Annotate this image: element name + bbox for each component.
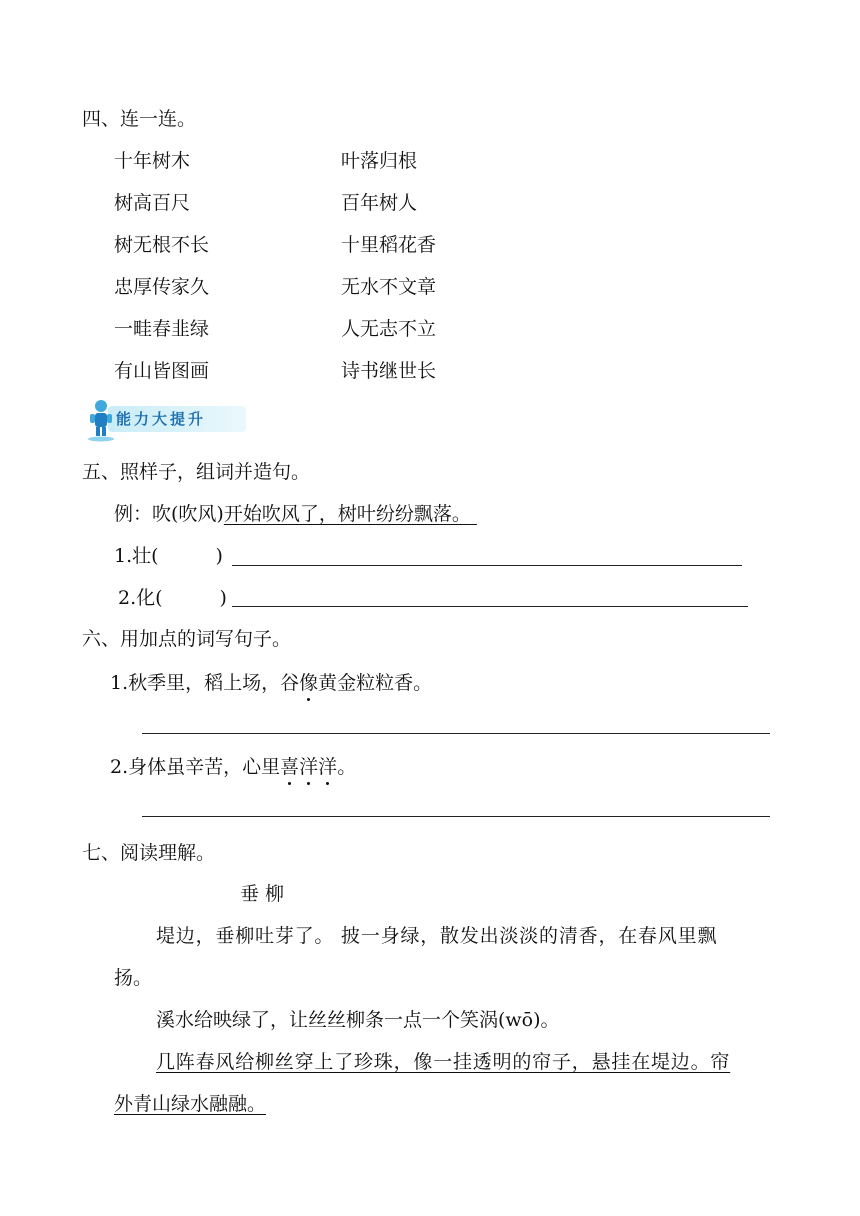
match-left-item: 忠厚传家久 — [114, 276, 210, 298]
section-6-title: 六、用加点的词写句子。 — [82, 628, 292, 650]
example-sentence: 开始吹风了，树叶纷纷飘落。 — [223, 503, 471, 525]
sentence-1-before: 1.秋季里，稻上场，谷 — [110, 672, 300, 694]
sentence-2-before: 2.身体虽辛苦，心里 — [110, 756, 281, 778]
answer-line-4[interactable] — [142, 816, 770, 817]
ability-badge — [84, 398, 250, 442]
match-right-item: 人无志不立 — [341, 318, 437, 340]
item-1-label: 1.壮( ) — [114, 545, 223, 567]
match-right-item: 叶落归根 — [341, 150, 418, 172]
match-right-item: 百年树人 — [341, 192, 418, 214]
answer-line-3[interactable] — [142, 733, 770, 734]
answer-line-1[interactable] — [232, 565, 742, 566]
sentence-2 — [110, 756, 356, 778]
example-underline-tail — [471, 503, 477, 525]
example-prefix: 例：吹(吹风) — [114, 503, 224, 525]
match-left-item: 有山皆图画 — [114, 360, 210, 382]
match-left-item: 树高百尺 — [114, 192, 191, 214]
poem-title: 垂 柳 — [240, 883, 285, 905]
dotted-word: 喜 — [280, 756, 300, 778]
paragraph-1-line-2: 扬。 — [114, 967, 153, 989]
example-line — [114, 503, 477, 525]
badge-text: 能力大提升 — [116, 410, 207, 428]
match-right-item: 十里稻花香 — [341, 234, 437, 256]
answer-line-2[interactable] — [232, 606, 748, 607]
section-5-title: 五、照样子，组词并造句。 — [82, 461, 311, 483]
paragraph-1-line-1: 堤边，垂柳吐芽了。 披一身绿，散发出淡淡的清香，在春风里飘 — [156, 925, 718, 947]
sentence-1 — [110, 672, 432, 694]
sentence-2-after: 。 — [337, 756, 357, 778]
match-right-item: 诗书继世长 — [341, 360, 437, 382]
paragraph-2: 溪水给映绿了，让丝丝柳条一点一个笑涡(wō)。 — [156, 1009, 560, 1031]
section-4-title: 四、连一连。 — [82, 108, 197, 130]
paragraph-3-line-2: 外青山绿水融融。 — [114, 1093, 267, 1115]
dotted-word: 洋 — [299, 756, 319, 778]
item-2-label: 2.化( ) — [118, 587, 227, 609]
match-left-item: 树无根不长 — [114, 234, 210, 256]
match-right-item: 无水不文章 — [341, 276, 437, 298]
paragraph-3-line-1: 几阵春风给柳丝穿上了珍珠，像一挂透明的帘子，悬挂在堤边。帘 — [156, 1051, 731, 1073]
dotted-word: 洋 — [318, 756, 338, 778]
section-7-title: 七、阅读理解。 — [82, 842, 216, 864]
match-left-item: 一畦春韭绿 — [114, 318, 210, 340]
sentence-1-after: 黄金粒粒香。 — [318, 672, 433, 694]
kid-figure-icon — [84, 398, 118, 442]
match-left-item: 十年树木 — [114, 150, 191, 172]
dotted-word: 像 — [299, 672, 319, 694]
